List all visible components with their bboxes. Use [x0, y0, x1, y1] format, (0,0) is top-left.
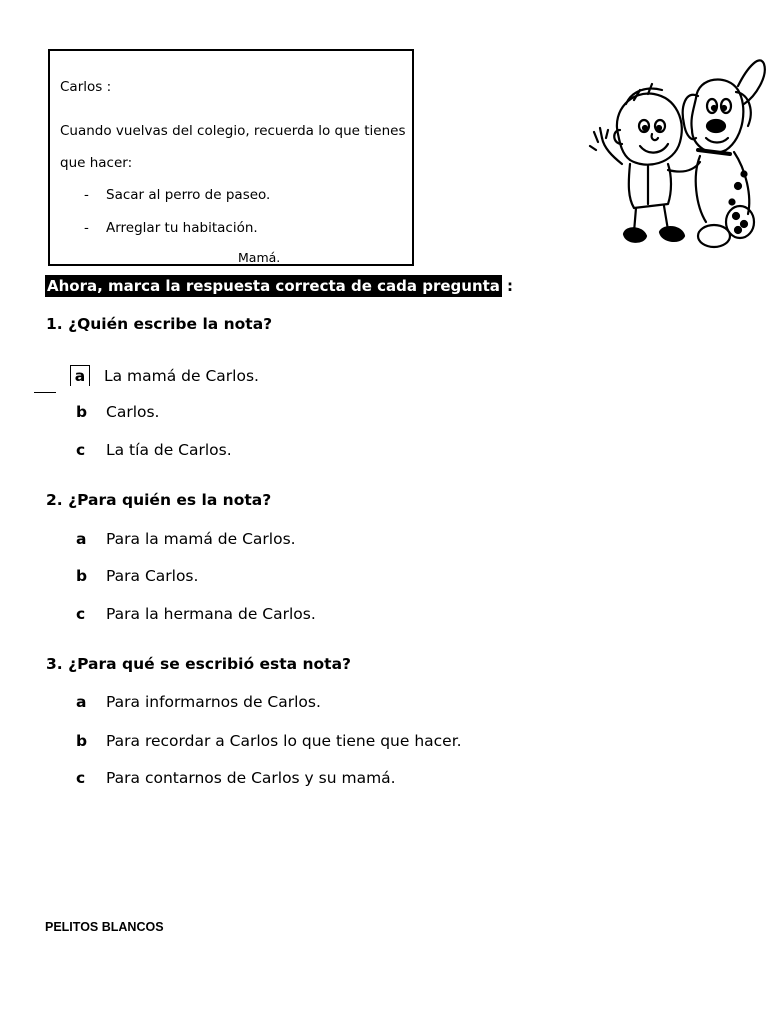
- instruction-colon: :: [507, 277, 513, 295]
- option-letter: c: [76, 769, 86, 787]
- answer-option-2b[interactable]: [76, 567, 198, 585]
- question-number: 1.: [46, 315, 63, 333]
- option-text: Para informarnos de Carlos.: [106, 693, 321, 711]
- question-text: ¿Para quién es la nota?: [68, 491, 272, 509]
- question-2: [46, 491, 271, 509]
- answer-option-3b[interactable]: [76, 732, 462, 750]
- boy-and-dog-cartoon-icon: [588, 46, 768, 258]
- option-letter: b: [76, 732, 88, 750]
- task-text: Arreglar tu habitación.: [106, 220, 258, 236]
- answer-option-2c[interactable]: [76, 605, 316, 623]
- answer-option-2a[interactable]: [76, 530, 296, 548]
- option-letter: a: [70, 365, 90, 386]
- next-section-title: PELITOS BLANCOS: [45, 920, 164, 934]
- instruction-banner: Ahora, marca la respuesta correcta de cada pregunta: [47, 277, 500, 295]
- answer-option-1b[interactable]: [76, 403, 160, 421]
- answer-option-1a[interactable]: [76, 365, 259, 386]
- question-1: [46, 315, 272, 333]
- option-letter: a: [76, 693, 87, 711]
- task-dash: -: [84, 220, 89, 236]
- option-letter: c: [76, 605, 86, 623]
- question-number: 2.: [46, 491, 63, 509]
- answer-option-1c[interactable]: [76, 441, 232, 459]
- answer-option-3a[interactable]: [76, 693, 321, 711]
- question-3: [46, 655, 351, 673]
- option-text: La mamá de Carlos.: [104, 367, 259, 385]
- note-greeting: Carlos :: [60, 79, 112, 95]
- question-number: 3.: [46, 655, 63, 673]
- option-text: Para la hermana de Carlos.: [106, 605, 316, 623]
- note-line-1: Cuando vuelvas del colegio, recuerda lo que tienes: [60, 123, 406, 139]
- note-task: [84, 187, 270, 203]
- task-dash: -: [84, 187, 89, 203]
- note-box: [48, 49, 414, 266]
- question-text: ¿Quién escribe la nota?: [68, 315, 273, 333]
- option-letter: b: [76, 403, 88, 421]
- option-text: Para la mamá de Carlos.: [106, 530, 296, 548]
- option-text: Para recordar a Carlos lo que tiene que hacer.: [106, 732, 462, 750]
- answer-mark-line: [34, 392, 56, 393]
- option-text: Para contarnos de Carlos y su mamá.: [106, 769, 396, 787]
- option-letter: b: [76, 567, 88, 585]
- option-text: La tía de Carlos.: [106, 441, 232, 459]
- note-task: [84, 220, 258, 236]
- option-text: Carlos.: [106, 403, 160, 421]
- task-text: Sacar al perro de paseo.: [106, 187, 271, 203]
- option-letter: a: [76, 530, 87, 548]
- note-signature: Mamá.: [238, 250, 281, 265]
- option-letter: c: [76, 441, 86, 459]
- answer-option-3c[interactable]: [76, 769, 396, 787]
- note-line-2: que hacer:: [60, 155, 133, 171]
- option-text: Para Carlos.: [106, 567, 199, 585]
- question-text: ¿Para qué se escribió esta nota?: [68, 655, 352, 673]
